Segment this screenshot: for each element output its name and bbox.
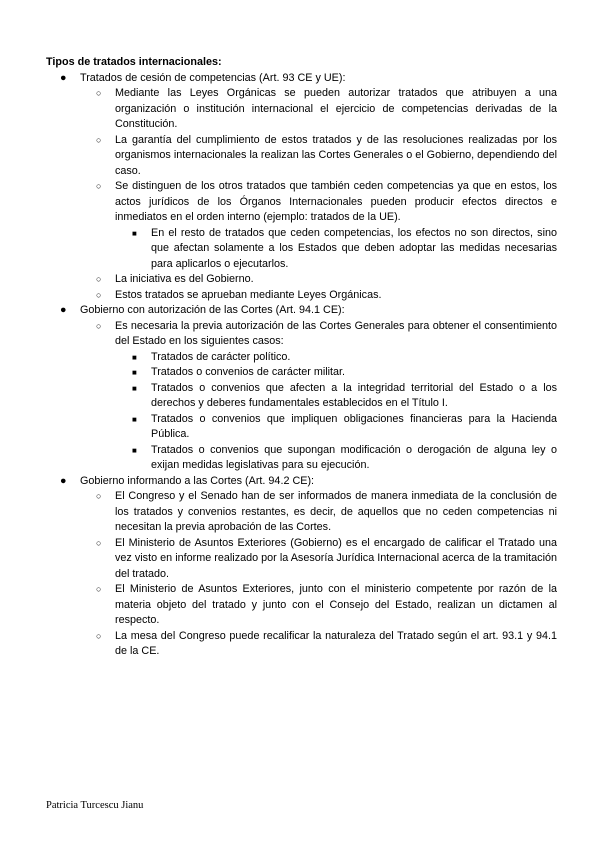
list-item-text: Se distinguen de los otros tratados que también ceden competencias ya que en estos, los actos jurídicos de los Órganos Internacionales pueden producir efectos directos e inmediatos en el orden interno (ejemplo: tratados de la UE). <box>115 180 557 223</box>
list-item-level-3 <box>46 226 557 273</box>
bullet-icon: ■ <box>132 352 137 362</box>
list-item-level-1 <box>46 303 557 319</box>
list-item-text: En el resto de tratados que ceden competencias, los efectos no son directos, sino que afectan solamente a los Estados que deben adoptar las medidas necesarias para aplicarlos o ejecutarlos. <box>151 226 557 270</box>
bullet-icon: ■ <box>132 383 137 393</box>
bullet-icon: ● <box>60 474 67 487</box>
list-item-text: Tratados o convenios que supongan modificación o derogación de alguna ley o exijan medidas legislativas para su ejecución. <box>151 443 557 471</box>
list-item-level-3 <box>46 350 557 366</box>
list-item-level-2 <box>46 179 557 226</box>
bullet-icon: ○ <box>96 320 102 331</box>
list-item-text: La garantía del cumplimiento de estos tratados y de las resoluciones realizadas por los organismos internacionales la realizan las Cortes Generales o el Gobierno, dependiendo del caso. <box>115 133 557 177</box>
list-item-text: Mediante las Leyes Orgánicas se pueden autorizar tratados que atribuyen a una organización o institución internacional el ejercicio de competencias derivadas de la Constitución. <box>115 87 557 130</box>
list-item-level-2 <box>46 319 557 350</box>
list-item-level-2 <box>46 288 557 304</box>
bullet-icon: ○ <box>96 289 102 300</box>
list-item-text: Tratados de carácter político. <box>151 350 291 363</box>
list-item-text: El Ministerio de Asuntos Exteriores, junto con el ministerio competente por razón de la materia objeto del tratado y junto con el Consejo del Estado, realizan un dictamen al respecto. <box>115 583 557 626</box>
list-item-level-2 <box>46 272 557 288</box>
bullet-icon: ■ <box>132 414 137 424</box>
bullet-icon: ■ <box>132 228 137 238</box>
list-item-level-3 <box>46 412 557 443</box>
list-item-level-2 <box>46 86 557 133</box>
list-item-text: Estos tratados se aprueban mediante Leyes Orgánicas. <box>115 288 382 301</box>
bullet-icon: ■ <box>132 445 137 455</box>
list-item-text: La mesa del Congreso puede recalificar la naturaleza del Tratado según el art. 93.1 y 94.1 de la CE. <box>115 629 557 657</box>
list-item-level-3 <box>46 381 557 412</box>
list-item-text: Gobierno con autorización de las Cortes (Art. 94.1 CE): <box>80 304 345 316</box>
document-body <box>46 55 557 660</box>
bullet-icon: ○ <box>96 134 102 145</box>
list-item-level-1 <box>46 474 557 490</box>
list-item-text: La iniciativa es del Gobierno. <box>115 273 254 285</box>
author-footer: Patricia Turcescu Jianu <box>46 800 144 811</box>
list-item-text: Tratados de cesión de competencias (Art. 93 CE y UE): <box>80 71 346 84</box>
outline-list <box>46 71 557 660</box>
bullet-icon: ● <box>60 71 67 84</box>
list-item-text: Tratados o convenios de carácter militar. <box>151 366 346 378</box>
list-item-level-2 <box>46 489 557 536</box>
list-item-text: El Ministerio de Asuntos Exteriores (Gobierno) es el encargado de calificar el Tratado una vez visto en informe realizado por la Asesoría Jurídica Internacional acerca de la tramitación del tratado. <box>115 536 557 580</box>
list-item-text: Tratados o convenios que afecten a la integridad territorial del Estado o a los derechos y deberes fundamentales establecidos en el Título I. <box>151 381 557 409</box>
bullet-icon: ○ <box>96 181 102 191</box>
bullet-icon: ○ <box>96 274 102 284</box>
list-item-text: Tratados o convenios que impliquen obligaciones financieras para la Hacienda Pública. <box>151 412 557 440</box>
bullet-icon: ● <box>60 304 67 316</box>
list-item-text: Es necesaria la previa autorización de las Cortes Generales para obtener el consentimiento del Estado en los siguientes casos: <box>115 319 557 347</box>
bullet-icon: ○ <box>96 491 102 501</box>
bullet-icon: ○ <box>96 88 102 98</box>
list-item-level-2 <box>46 133 557 180</box>
bullet-icon: ○ <box>96 584 102 594</box>
section-heading: Tipos de tratados internacionales: <box>46 56 222 68</box>
list-item-level-1 <box>46 71 557 87</box>
bullet-icon: ○ <box>96 537 102 548</box>
list-item-level-3 <box>46 443 557 474</box>
bullet-icon: ■ <box>132 368 137 377</box>
list-item-level-2 <box>46 629 557 660</box>
list-item-level-2 <box>46 536 557 583</box>
list-item-text: El Congreso y el Senado han de ser informados de manera inmediata de la conclusión de los tratados y convenios restantes, es decir, de aquellos que no ceden competencias ni necesitan la previa aprobación de las Cortes. <box>115 490 557 533</box>
list-item-level-3 <box>46 365 557 381</box>
bullet-icon: ○ <box>96 630 102 641</box>
list-item-text: Gobierno informando a las Cortes (Art. 94.2 CE): <box>80 474 315 487</box>
list-item-level-2 <box>46 582 557 629</box>
